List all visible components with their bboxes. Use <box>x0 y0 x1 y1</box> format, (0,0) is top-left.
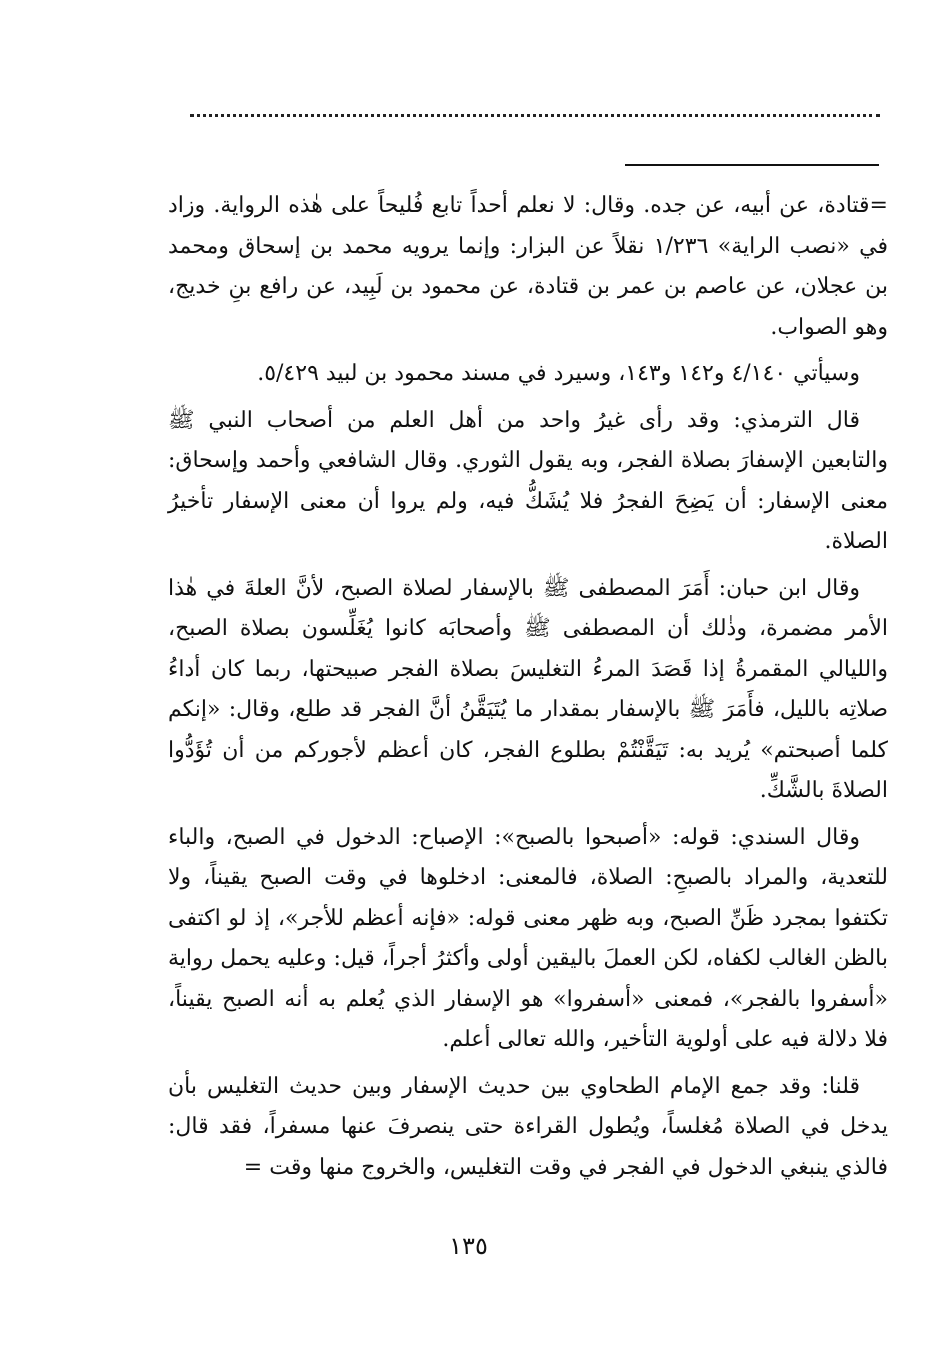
footnote-rule <box>625 164 879 166</box>
paragraph-4: وقال ابن حبان: أَمَرَ المصطفى ﷺ بالإسفار لصلاة الصبح، لأنَّ العلةَ في هٰذا الأمر مضمرة، وذٰلك أن المصطفى ﷺ وأصحابَه كانوا يُغَلِّسون بصلاة الصبح، والليالي المقمرةُ إذا قَصَدَ المرءُ التغليسَ بصلاة الفجر صبيحتها، ربما كان أداءُ صلاتِه بالليل، فأَمَرَ ﷺ بالإسفار بمقدار ما يُتَيَقَّنُ أنَّ الفجر قد طلع، وقال: «إنكم كلما أصبحتم» يُريد به: تَيَقَّنْتُمْ بطلوع الفجر، كان أعظم لأجوركم من أن تُؤَدُّوا الصلاةَ بالشَّكِّ. <box>168 575 888 803</box>
footnote-text <box>168 186 888 1194</box>
paragraph-1: =قتادة، عن أبيه، عن جده. وقال: لا نعلم أحداً تابع فُليحاً على هٰذه الرواية. وزاد في «نصب الراية» ١/٢٣٦ نقلاً عن البزار: وإنما يرويه محمد بن إسحاق ومحمد بن عجلان، عن عاصم بن عمر بن قتادة، عن محمود بن لَبِيد، عن رافع بنِ خديج، وهو الصواب. <box>168 193 888 340</box>
page-number: ١٣٥ <box>449 1232 488 1260</box>
paragraph-6: قلنا: وقد جمع الإمام الطحاوي بين حديث الإسفار وبين حديث التغليس بأن يدخل في الصلاة مُغلساً، ويُطول القراءة حتى ينصرفَ عنها مسفراً، فقد قال: فالذي ينبغي الدخول في الفجر في وقت التغليس، والخروج منها وقت = <box>168 1073 888 1180</box>
paragraph-3: قال الترمذي: وقد رأى غيرُ واحد من أهل العلم من أصحاب النبي ﷺ والتابعين الإسفارَ بصلاة الفجر، وبه يقول الثوري. وقال الشافعي وأحمد وإسحاق: معنى الإسفار: أن يَضِحَ الفجرُ فلا يُشَكُّ فيه، ولم يروا أن معنى الإسفار تأخيرُ الصلاة. <box>168 407 888 554</box>
paragraph-2: وسيأتي ٤/١٤٠ و١٤٢ و١٤٣، وسيرد في مسند محمود بن لبيد ٥/٤٢٩. <box>257 361 860 386</box>
paragraph-5: وقال السندي: قوله: «أصبحوا بالصبح»: الإصباح: الدخول في الصبح، والباء للتعدية، والمراد بالصبحِ: الصلاة، فالمعنى: ادخلوها في وقت الصبح يقيناً، ولا تكتفوا بمجرد ظَنِّ الصبح، وبه ظهر معنى قوله: «فإنه أعظم للأجر»، إذ لو اكتفى بالظن الغالب لكفاه، لكن العملَ باليقين أولى وأكثرُ أجراً، قيل: وعليه يحمل رواية «أسفروا بالفجر»، فمعنى «أسفروا» هو الإسفار الذي يُعلم به أنه الصبح يقيناً، فلا دلالة فيه على أولوية التأخير، والله تعالى أعلم. <box>168 824 888 1052</box>
dotted-separator <box>190 114 880 117</box>
